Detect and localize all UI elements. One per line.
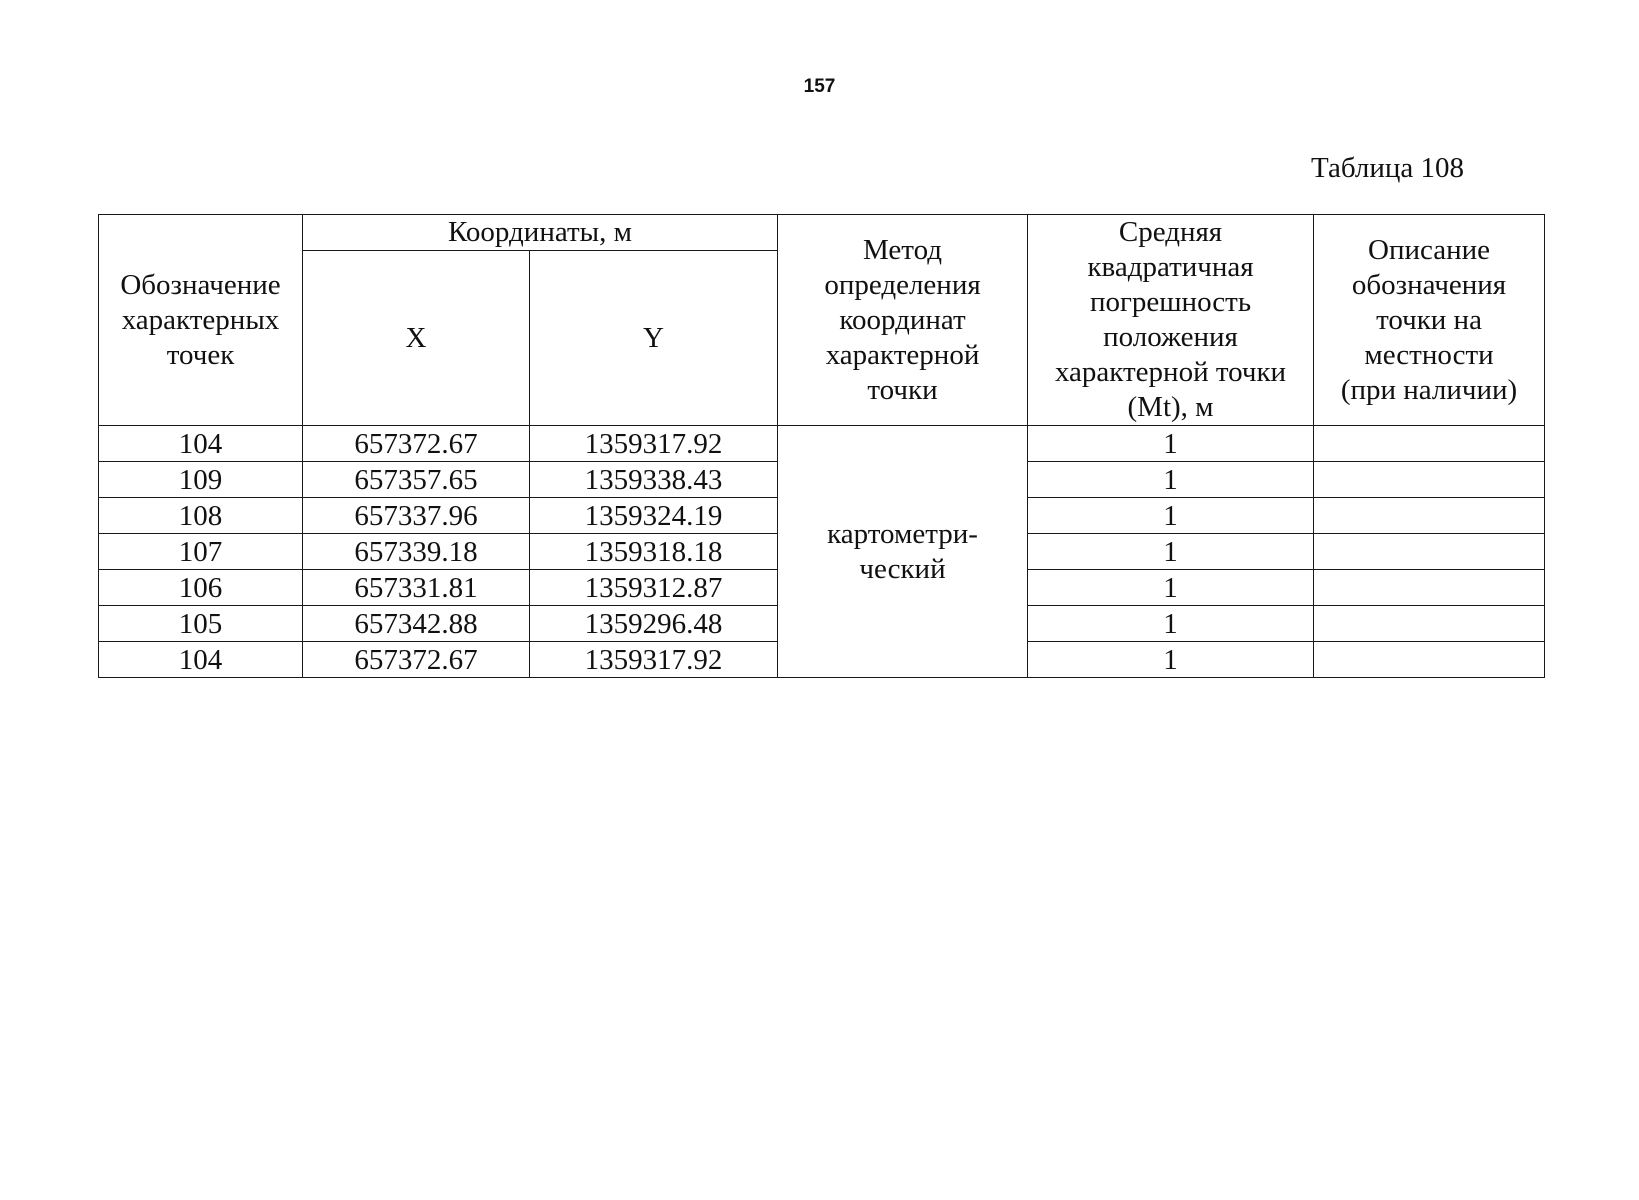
cell-y: 1359338.43 xyxy=(530,462,778,498)
cell-mt: 1 xyxy=(1028,426,1314,462)
cell-y: 1359312.87 xyxy=(530,570,778,606)
page-number: 157 xyxy=(803,76,836,97)
cell-method: картометри- ческий xyxy=(778,426,1028,678)
cell-mt: 1 xyxy=(1028,570,1314,606)
cell-x: 657342.88 xyxy=(303,606,530,642)
header-point-designation: Обозначение характерных точек xyxy=(99,215,303,426)
header-x: X xyxy=(303,251,530,426)
cell-y: 1359317.92 xyxy=(530,642,778,678)
cell-point: 105 xyxy=(99,606,303,642)
cell-point: 104 xyxy=(99,642,303,678)
cell-x: 657372.67 xyxy=(303,642,530,678)
cell-point: 106 xyxy=(99,570,303,606)
table-caption: Таблица 108 xyxy=(1310,152,1464,184)
cell-y: 1359324.19 xyxy=(530,498,778,534)
header-y: Y xyxy=(530,251,778,426)
cell-mt: 1 xyxy=(1028,498,1314,534)
cell-description xyxy=(1314,606,1545,642)
cell-mt: 1 xyxy=(1028,606,1314,642)
cell-point: 108 xyxy=(99,498,303,534)
cell-y: 1359317.92 xyxy=(530,426,778,462)
cell-description xyxy=(1314,570,1545,606)
cell-mt: 1 xyxy=(1028,534,1314,570)
cell-point: 107 xyxy=(99,534,303,570)
cell-point: 109 xyxy=(99,462,303,498)
cell-y: 1359318.18 xyxy=(530,534,778,570)
cell-description xyxy=(1314,498,1545,534)
cell-x: 657337.96 xyxy=(303,498,530,534)
cell-y: 1359296.48 xyxy=(530,606,778,642)
cell-x: 657372.67 xyxy=(303,426,530,462)
cell-mt: 1 xyxy=(1028,462,1314,498)
coordinates-table xyxy=(98,214,1545,678)
table-row xyxy=(99,426,1545,462)
cell-description xyxy=(1314,642,1545,678)
cell-x: 657331.81 xyxy=(303,570,530,606)
cell-x: 657339.18 xyxy=(303,534,530,570)
cell-x: 657357.65 xyxy=(303,462,530,498)
cell-description xyxy=(1314,462,1545,498)
header-accuracy: Средняя квадратичная погрешность положения характерной точки (Mt), м xyxy=(1028,215,1314,426)
cell-description xyxy=(1314,426,1545,462)
cell-mt: 1 xyxy=(1028,642,1314,678)
cell-point: 104 xyxy=(99,426,303,462)
header-description: Описание обозначения точки на местности (при наличии) xyxy=(1314,215,1545,426)
header-method: Метод определения координат характерной точки xyxy=(778,215,1028,426)
header-coordinates: Координаты, м xyxy=(303,215,778,251)
cell-description xyxy=(1314,534,1545,570)
